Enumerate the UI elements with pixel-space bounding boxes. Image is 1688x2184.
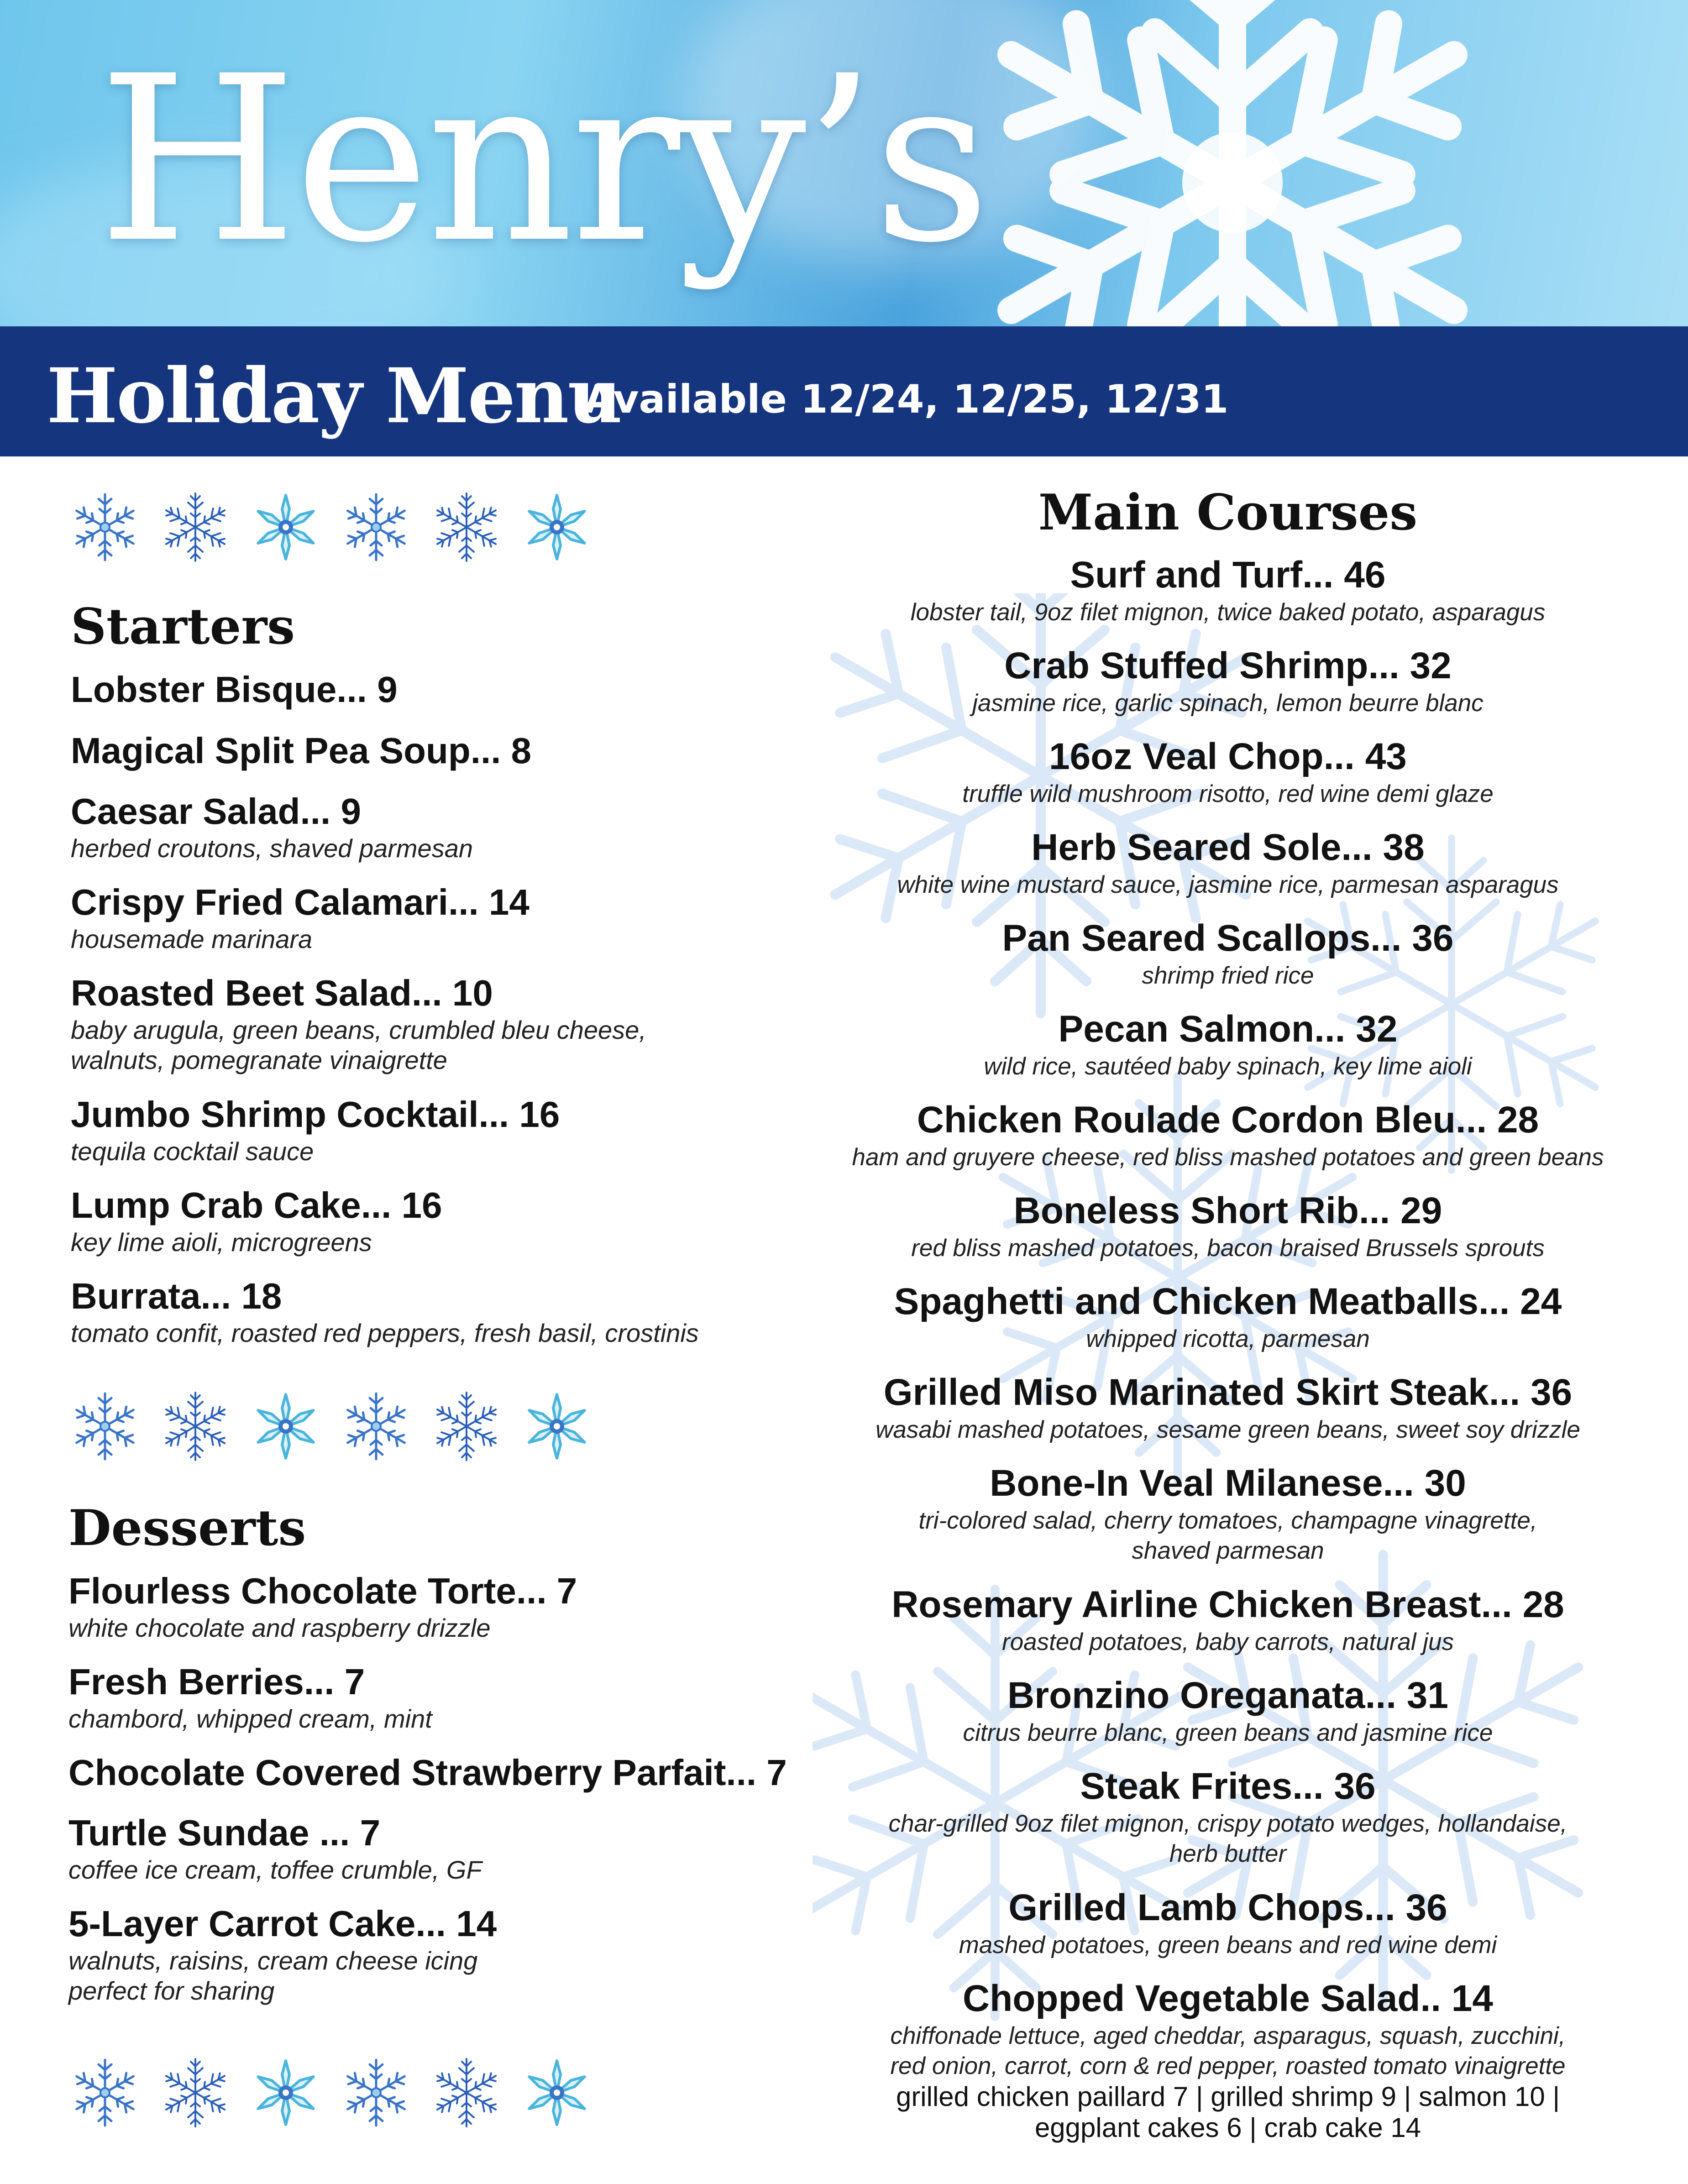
item-description: roasted potatoes, baby carrots, natural jus — [1002, 1629, 1454, 1655]
menu-item — [822, 1279, 1634, 1354]
menu-item — [822, 1885, 1634, 1960]
item-description: char-grilled 9oz filet mignon, crispy potato wedges, hollandaise, — [888, 1810, 1567, 1837]
snowflake-icon — [68, 1390, 142, 1463]
item-name: Grilled Miso Marinated Skirt Steak... 36 — [883, 1372, 1573, 1413]
main-courses-heading: Main Courses — [1038, 484, 1418, 541]
item-description: jasmine rice, garlic spinach, lemon beurre blanc — [972, 690, 1484, 717]
item-name: Roasted Beet Salad... 10 — [71, 973, 493, 1013]
snowflake-icon — [430, 2056, 503, 2129]
item-name: Turtle Sundae ... 7 — [68, 1812, 381, 1853]
item-description: walnuts, pomegranate vinaigrette — [71, 1046, 447, 1074]
item-name: Pan Seared Scallops... 36 — [1002, 917, 1454, 959]
item-description: herb butter — [1169, 1840, 1287, 1867]
item-name: Caesar Salad... 9 — [71, 791, 361, 832]
item-description: shaved parmesan — [1132, 1537, 1324, 1564]
item-description: tomato confit, roasted red peppers, fresh basil, crostinis — [71, 1319, 699, 1347]
title-banner — [0, 326, 1688, 456]
item-name: Burrata... 18 — [71, 1276, 282, 1316]
item-description: herbed croutons, shaved parmesan — [71, 834, 473, 863]
snowflake-icon — [249, 1390, 322, 1463]
restaurant-name: Henry’s — [98, 27, 988, 293]
item-description: ham and gruyere cheese, red bliss mashed potatoes and green beans — [852, 1144, 1604, 1171]
menu-item — [71, 668, 847, 712]
snowflake-icon — [68, 2056, 142, 2129]
item-name: Jumbo Shrimp Cocktail... 16 — [71, 1094, 560, 1135]
item-name: Flourless Chocolate Torte... 7 — [68, 1571, 577, 1611]
item-description: key lime aioli, microgreens — [71, 1228, 372, 1257]
menu-title: Holiday Menu — [47, 351, 621, 440]
menu-item — [822, 1976, 1634, 2143]
item-name: Chocolate Covered Strawberry Parfait... 7 — [68, 1752, 787, 1793]
item-description: tri-colored salad, cherry tomatoes, champagne vinagrette, — [918, 1507, 1537, 1534]
item-name: Lump Crab Cake... 16 — [71, 1185, 442, 1226]
item-description: wasabi mashed potatoes, sesame green beans, sweet soy drizzle — [875, 1416, 1580, 1443]
item-description: coffee ice cream, toffee crumble, GF — [68, 1855, 482, 1884]
snowflake-icon — [430, 491, 503, 564]
menu-item — [822, 1673, 1634, 1748]
menu-item — [68, 1660, 844, 1734]
snowflake-icon — [249, 491, 322, 564]
salad-addons: eggplant cakes 6 | crab cake 14 — [1034, 2112, 1421, 2143]
item-name: Bone-In Veal Milanese... 30 — [990, 1462, 1466, 1504]
item-name: Lobster Bisque... 9 — [71, 669, 398, 710]
item-name: Crispy Fried Calamari... 14 — [71, 882, 529, 922]
menu-item — [822, 1189, 1634, 1263]
item-description: chiffonade lettuce, aged cheddar, asparagus, squash, zucchini, — [890, 2022, 1566, 2049]
snowflake-icon — [249, 2056, 322, 2129]
menu-item — [822, 734, 1634, 809]
snowflake-icon — [340, 1390, 413, 1463]
item-description: red bliss mashed potatoes, bacon braised Brussels sprouts — [911, 1235, 1545, 1262]
menu-item — [71, 971, 847, 1075]
snowflake-divider — [68, 2056, 593, 2134]
starters-heading: Starters — [71, 598, 295, 655]
item-name: Steak Frites... 36 — [1080, 1765, 1376, 1807]
snowflake-divider — [68, 1390, 593, 1467]
item-name: Surf and Turf... 46 — [1070, 554, 1386, 596]
item-name: Spaghetti and Chicken Meatballs... 24 — [894, 1281, 1562, 1322]
snowflake-icon — [520, 491, 593, 564]
snowflake-icon — [159, 1390, 232, 1463]
item-description: housemade marinara — [71, 925, 313, 953]
header-hero — [0, 0, 1688, 326]
item-description: tequila cocktail sauce — [71, 1137, 314, 1166]
item-description: white wine mustard sauce, jasmine rice, parmesan asparagus — [897, 871, 1559, 898]
menu-item — [68, 1902, 844, 2006]
snowflake-icon — [430, 1390, 503, 1463]
menu-item — [822, 1582, 1634, 1657]
snowflake-icon — [340, 491, 413, 564]
menu-item — [822, 1461, 1634, 1566]
item-description: baby arugula, green beans, crumbled bleu cheese, — [71, 1016, 646, 1044]
item-name: Chicken Roulade Cordon Bleu... 28 — [917, 1099, 1539, 1141]
menu-item — [822, 1764, 1634, 1869]
menu-item — [822, 825, 1634, 900]
snowflake-icon — [159, 491, 232, 564]
menu-item — [68, 1811, 844, 1885]
snowflake-icon — [159, 2056, 232, 2129]
item-name: Fresh Berries... 7 — [68, 1661, 365, 1702]
item-name: Boneless Short Rib... 29 — [1013, 1190, 1442, 1231]
menu-item — [822, 553, 1634, 628]
item-name: Crab Stuffed Shrimp... 32 — [1004, 645, 1452, 686]
menu-item — [822, 1007, 1634, 1082]
menu-item — [822, 1370, 1634, 1445]
item-name: Magical Split Pea Soup... 8 — [71, 730, 532, 771]
snowflake-icon — [520, 2056, 593, 2129]
menu-item — [71, 1093, 847, 1167]
item-description: mashed potatoes, green beans and red wine demi — [959, 1932, 1497, 1959]
menu-item — [822, 644, 1634, 718]
item-description: shrimp fried rice — [1142, 962, 1314, 989]
item-description: wild rice, sautéed baby spinach, key lime aioli — [984, 1053, 1472, 1080]
menu-item — [71, 1184, 847, 1257]
item-description: truffle wild mushroom risotto, red wine demi glaze — [962, 780, 1494, 807]
item-description: whipped ricotta, parmesan — [1086, 1325, 1370, 1352]
item-description: red onion, carrot, corn & red pepper, roasted tomato vinaigrette — [890, 2053, 1566, 2079]
snowflake-icon — [520, 1390, 593, 1463]
menu-item — [71, 790, 847, 864]
snowflake-icon — [68, 491, 142, 564]
menu-item — [68, 1751, 844, 1795]
item-name: Chopped Vegetable Salad.. 14 — [962, 1978, 1493, 2019]
item-name: 5-Layer Carrot Cake... 14 — [68, 1903, 497, 1944]
item-description: white chocolate and raspberry drizzle — [68, 1613, 491, 1642]
snowflake-divider — [68, 491, 593, 568]
item-description: walnuts, raisins, cream cheese icing — [68, 1946, 478, 1975]
menu-item — [822, 916, 1634, 991]
item-name: Herb Seared Sole... 38 — [1031, 827, 1425, 868]
menu-item — [71, 729, 847, 773]
snowflake-icon — [340, 2056, 413, 2129]
menu-item — [71, 1274, 847, 1348]
salad-addons: grilled chicken paillard 7 | grilled shrimp 9 | salmon 10 | — [896, 2081, 1560, 2112]
item-name: Grilled Lamb Chops... 36 — [1008, 1887, 1447, 1928]
item-name: Bronzino Oreganata... 31 — [1007, 1675, 1448, 1716]
item-name: Pecan Salmon... 32 — [1058, 1008, 1398, 1050]
item-name: Rosemary Airline Chicken Breast... 28 — [891, 1584, 1564, 1625]
menu-item — [822, 1098, 1634, 1173]
availability-dates: Available 12/24, 12/25, 12/31 — [584, 377, 1229, 422]
item-description: perfect for sharing — [68, 1976, 275, 2005]
desserts-heading: Desserts — [68, 1499, 306, 1557]
menu-item — [68, 1569, 844, 1643]
menu-item — [71, 880, 847, 954]
item-description: chambord, whipped cream, mint — [68, 1704, 432, 1733]
item-name: 16oz Veal Chop... 43 — [1049, 736, 1407, 777]
item-description: citrus beurre blanc, green beans and jasmine rice — [963, 1719, 1493, 1746]
item-description: lobster tail, 9oz filet mignon, twice baked potato, asparagus — [910, 599, 1546, 626]
